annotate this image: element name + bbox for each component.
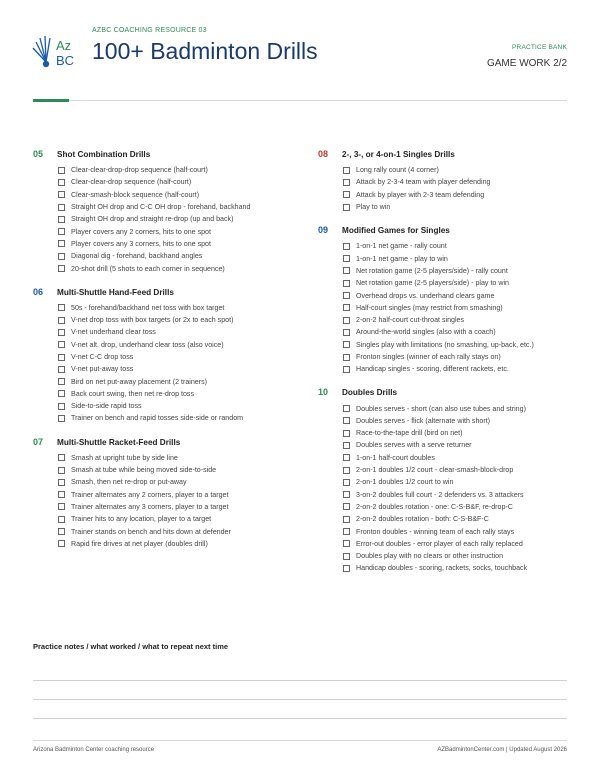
checklist-item-label: V-net underhand clear toss <box>71 328 156 337</box>
checklist-item-label: Around-the-world singles (also with a coach) <box>356 328 496 337</box>
checklist-item[interactable] <box>318 189 568 201</box>
checklist-item-label: 2-on-1 doubles 1/2 court - clear-smash-block-drop <box>356 466 514 475</box>
checklist-item[interactable] <box>33 302 288 314</box>
checkbox[interactable] <box>343 280 350 287</box>
checklist-item[interactable] <box>33 400 288 412</box>
checklist-item-label: 1-on-1 half-court doubles <box>356 453 435 462</box>
checklist-item[interactable] <box>318 439 568 451</box>
section-title: Shot Combination Drills <box>57 150 151 159</box>
checklist-item[interactable] <box>318 562 568 574</box>
checkbox[interactable] <box>58 329 65 336</box>
checklist-item-label: 1-on-1 net game - play to win <box>356 254 448 263</box>
section-number: 09 <box>318 225 329 236</box>
checkbox[interactable] <box>58 415 65 422</box>
checkbox[interactable] <box>343 467 350 474</box>
section-number: 05 <box>33 149 44 159</box>
checklist-item[interactable] <box>318 201 568 213</box>
checklist-item[interactable] <box>33 501 288 513</box>
checklist-item-label: Overhead drops vs. underhand clears game <box>356 291 495 300</box>
checklist-item[interactable] <box>318 351 568 363</box>
checklist-item-label: Back court swing, then net re-drop toss <box>71 389 195 398</box>
checkbox[interactable] <box>343 304 350 311</box>
checklist-item-label: Side-to-side rapid toss <box>71 402 142 411</box>
checkbox[interactable] <box>343 516 350 523</box>
checkbox[interactable] <box>58 503 65 510</box>
section-number: 07 <box>33 436 44 447</box>
notes-line[interactable] <box>33 699 567 700</box>
checklist-item-label: Attack by 2-3-4 team with player defending <box>356 178 491 187</box>
checklist-item[interactable] <box>33 476 288 488</box>
checkbox[interactable] <box>343 430 350 437</box>
checklist-item-label: Long rally count (4 corner) <box>356 166 439 175</box>
checkbox[interactable] <box>343 442 350 449</box>
section-title: Multi-Shuttle Racket-Feed Drills <box>57 437 181 447</box>
checklist-item[interactable] <box>33 452 288 464</box>
checkbox[interactable] <box>58 240 65 247</box>
checklist-item[interactable] <box>33 213 288 225</box>
checkbox[interactable] <box>58 341 65 348</box>
checklist-item-label: Clear-clear-drop sequence (half-court) <box>71 178 192 187</box>
page-title: 100+ Badminton Drills <box>92 38 318 64</box>
checklist-item[interactable] <box>33 250 288 262</box>
section-06 <box>33 287 288 425</box>
checkbox[interactable] <box>343 317 350 324</box>
checklist-item[interactable] <box>318 476 568 488</box>
checklist-item-label: Doubles serves - short (can also use tubes and string) <box>356 404 526 413</box>
checklist-item[interactable] <box>318 402 568 414</box>
checkbox[interactable] <box>343 179 350 186</box>
footer-divider <box>33 740 567 741</box>
checklist-item-label: Fronton doubles - winning team of each rally stays <box>356 527 515 536</box>
checklist-item[interactable] <box>33 262 288 274</box>
checkbox[interactable] <box>343 354 350 361</box>
game-work-label: GAME WORK 2/2 <box>486 58 567 69</box>
checklist-item-label: Half-court singles (may restrict from smashing) <box>356 303 503 312</box>
checklist-item-label: 1-on-1 net game - rally count <box>356 242 447 251</box>
checklist-item-label: Net rotation game (2-5 players/side) - rally count <box>356 266 508 275</box>
checklist-item[interactable] <box>318 489 568 501</box>
checkbox[interactable] <box>343 479 350 486</box>
section-title: Modified Games for Singles <box>342 226 450 236</box>
checklist-item-label: Trainer on bench and rapid tosses side-side or random <box>71 414 244 423</box>
checklist-item[interactable] <box>318 513 568 525</box>
checkbox[interactable] <box>343 341 350 348</box>
checkbox[interactable] <box>343 417 350 424</box>
checklist-item[interactable] <box>318 550 568 562</box>
checklist-item-label: V-net C-C drop toss <box>71 353 134 361</box>
checklist-item-label: 2-on-2 doubles rotation - one: C-S-B&F, re-drop-C <box>356 502 513 511</box>
checkbox[interactable] <box>343 528 350 535</box>
checklist-item-label: V-net put-away toss <box>71 365 134 374</box>
checkbox[interactable] <box>343 243 350 250</box>
checklist-item[interactable] <box>33 513 288 525</box>
right-column <box>318 149 568 587</box>
section-number: 06 <box>33 286 44 297</box>
checkbox[interactable] <box>343 565 350 572</box>
checklist-item[interactable] <box>318 252 568 264</box>
checklist-item[interactable] <box>33 339 288 351</box>
checklist-item-label: Fronton singles (winner of each rally stays on) <box>356 353 501 361</box>
checkbox[interactable] <box>58 491 65 498</box>
resource-kicker: AZBC COACHING RESOURCE 03 <box>92 27 207 34</box>
checkbox[interactable] <box>58 167 65 174</box>
checkbox[interactable] <box>58 304 65 311</box>
checklist-item[interactable] <box>318 501 568 513</box>
checkbox[interactable] <box>343 491 350 498</box>
checklist-item[interactable] <box>33 225 288 237</box>
checkbox[interactable] <box>58 253 65 260</box>
checklist-item[interactable] <box>318 277 568 289</box>
checklist-item[interactable] <box>33 363 288 375</box>
checklist-item[interactable] <box>33 525 288 537</box>
azbc-logo <box>30 32 82 72</box>
practice-notes-heading: Practice notes / what worked / what to repeat next time <box>33 642 229 651</box>
checkbox[interactable] <box>343 503 350 510</box>
checkbox[interactable] <box>58 540 65 547</box>
checkbox[interactable] <box>343 167 350 174</box>
checklist-item-label: Rapid fire drives at net player (doubles drill) <box>71 539 208 548</box>
section-title: Multi-Shuttle Hand-Feed Drills <box>57 287 174 297</box>
checklist-item-label: 2-on-1 doubles 1/2 court to win <box>356 478 454 487</box>
checklist-item-label: Smash at tube while being moved side-to-side <box>71 466 217 475</box>
checklist-item-label: 3-on-2 doubles full court - 2 defenders vs. 3 attackers <box>356 490 524 499</box>
checkbox[interactable] <box>58 228 65 235</box>
section-08 <box>318 149 568 213</box>
checklist-item[interactable] <box>318 326 568 338</box>
checklist-item-label: Trainer hits to any location, player to a target <box>71 515 212 524</box>
practice-bank-label: PRACTICE BANK <box>512 44 567 51</box>
checklist-item-label: Doubles play with no clears or other instruction <box>356 552 504 561</box>
section-09 <box>318 225 568 375</box>
checkbox[interactable] <box>58 191 65 198</box>
checklist-item[interactable] <box>33 489 288 501</box>
checklist-item[interactable] <box>33 164 288 176</box>
checklist-item-label: V-net alt. drop, underhand clear toss (also voice) <box>71 340 224 349</box>
checklist-item-label: 20-shot drill (5 shots to each corner in sequence) <box>71 264 225 273</box>
section-number: 08 <box>318 149 329 159</box>
checkbox[interactable] <box>343 329 350 336</box>
checkbox[interactable] <box>343 204 350 211</box>
svg-text:Az: Az <box>56 38 72 53</box>
footer-right-text: AZBadmintonCenter.com | Updated August 2026 <box>437 747 567 753</box>
checklist-item[interactable] <box>33 375 288 387</box>
checkbox[interactable] <box>343 553 350 560</box>
checklist-item-label: 2-on-2 half-court cut-throat singles <box>356 316 465 325</box>
checklist-item[interactable] <box>33 351 288 363</box>
checklist-item-label: Player covers any 2 corners, hits to one spot <box>71 227 211 236</box>
checklist-item[interactable] <box>318 164 568 176</box>
checklist-item-label: V-net drop toss with box targets (or 2x to each spot) <box>71 316 234 325</box>
checklist-item-label: 2-on-2 doubles rotation - both: C-S-B&F-C <box>356 515 489 524</box>
section-10 <box>318 387 568 574</box>
checklist-item[interactable] <box>318 265 568 277</box>
section-title: 2-, 3-, or 4-on-1 Singles Drills <box>342 150 455 159</box>
checklist-item[interactable] <box>33 326 288 338</box>
section-05 <box>33 149 288 275</box>
checkbox[interactable] <box>58 317 65 324</box>
checklist-item-label: Trainer stands on bench and hits down at defender <box>71 527 231 536</box>
checklist-item[interactable] <box>318 289 568 301</box>
checkbox[interactable] <box>58 366 65 373</box>
checklist-item[interactable] <box>318 302 568 314</box>
checklist-item-label: Handicap doubles - scoring, rackets, socks, touchback <box>356 564 528 573</box>
checkbox[interactable] <box>58 265 65 272</box>
checklist-item[interactable] <box>318 363 568 375</box>
left-column <box>33 149 288 562</box>
section-07 <box>33 437 288 550</box>
checklist-item-label: 50s - forehand/backhand net toss with box target <box>71 303 225 312</box>
checklist-item[interactable] <box>318 525 568 537</box>
checkbox[interactable] <box>343 255 350 262</box>
checkbox[interactable] <box>343 191 350 198</box>
checklist-item-label: Doubles serves with a serve returner <box>356 441 472 450</box>
checkbox[interactable] <box>343 366 350 373</box>
checklist-item-label: Race-to-the-tape drill (bird on net) <box>356 429 463 438</box>
checklist-item-label: Singles play with limitations (no smashing, up-back, etc.) <box>356 340 534 349</box>
checklist-item-label: Trainer alternates any 3 corners, player to a target <box>71 502 229 511</box>
checklist-item-label: Error-out doubles - error player of each rally replaced <box>356 539 523 548</box>
checkbox[interactable] <box>58 454 65 461</box>
checkbox[interactable] <box>58 378 65 385</box>
checklist-item-label: Smash, then net re-drop or put-away <box>71 478 187 487</box>
checkbox[interactable] <box>58 390 65 397</box>
checklist-item-label: Doubles serves - flick (alternate with short) <box>356 416 491 425</box>
checklist-item[interactable] <box>318 415 568 427</box>
checkbox[interactable] <box>58 204 65 211</box>
section-title: Doubles Drills <box>342 388 398 398</box>
checklist-item-label: Straight OH drop and straight re-drop (up and back) <box>71 215 234 224</box>
checklist-item[interactable] <box>318 176 568 188</box>
checklist-item-label: Trainer alternates any 2 corners, player to a target <box>71 490 229 499</box>
checklist-item-label: Diagonal dig - forehand, backhand angles <box>71 252 203 261</box>
checklist-item-label: Attack by player with 2-3 team defending <box>356 190 485 199</box>
header-divider <box>33 100 567 101</box>
checklist-item-label: Bird on net put-away placement (2 trainers) <box>71 377 208 386</box>
checklist-item[interactable] <box>33 238 288 250</box>
checklist-item[interactable] <box>318 314 568 326</box>
checklist-item-label: Handicap singles - scoring, different rackets, etc. <box>356 365 509 374</box>
notes-line[interactable] <box>33 680 567 681</box>
checkbox[interactable] <box>58 479 65 486</box>
checkbox[interactable] <box>343 267 350 274</box>
checkbox[interactable] <box>58 467 65 474</box>
checklist-item-label: Clear-clear-drop-drop sequence (half-court) <box>71 166 208 175</box>
checkbox[interactable] <box>343 292 350 299</box>
checklist-item-label: Net rotation game (2-5 players/side) - play to win <box>356 279 509 288</box>
checklist-item-label: Straight OH drop and C-C OH drop - forehand, backhand <box>71 203 251 212</box>
checklist-item[interactable] <box>318 464 568 476</box>
checkbox[interactable] <box>58 216 65 223</box>
checkbox[interactable] <box>58 516 65 523</box>
checkbox[interactable] <box>58 354 65 361</box>
checklist-item[interactable] <box>33 538 288 550</box>
checklist-item[interactable] <box>33 176 288 188</box>
checklist-item[interactable] <box>318 538 568 550</box>
checklist-item[interactable] <box>33 201 288 213</box>
checkbox[interactable] <box>343 454 350 461</box>
checklist-item[interactable] <box>318 339 568 351</box>
checkbox[interactable] <box>343 405 350 412</box>
checkbox[interactable] <box>343 540 350 547</box>
svg-text:BC: BC <box>56 53 75 68</box>
footer-left-text: Arizona Badminton Center coaching resource <box>33 747 155 753</box>
checkbox[interactable] <box>58 403 65 410</box>
notes-line[interactable] <box>33 718 567 719</box>
checklist-item[interactable] <box>318 427 568 439</box>
checklist-item[interactable] <box>33 464 288 476</box>
checklist-item-label: Play to win <box>356 203 391 212</box>
checkbox[interactable] <box>58 179 65 186</box>
checkbox[interactable] <box>58 528 65 535</box>
header-divider-accent <box>33 99 69 102</box>
checklist-item[interactable] <box>33 314 288 326</box>
checklist-item[interactable] <box>318 240 568 252</box>
checklist-item-label: Clear-smash-block sequence (half-court) <box>71 190 200 199</box>
checklist-item[interactable] <box>33 189 288 201</box>
section-number: 10 <box>318 387 329 398</box>
checklist-item-label: Smash at upright tube by side line <box>71 453 178 462</box>
checklist-item[interactable] <box>33 388 288 400</box>
checklist-item[interactable] <box>33 412 288 424</box>
checklist-item[interactable] <box>318 452 568 464</box>
checklist-item-label: Player covers any 3 corners, hits to one spot <box>71 239 211 248</box>
